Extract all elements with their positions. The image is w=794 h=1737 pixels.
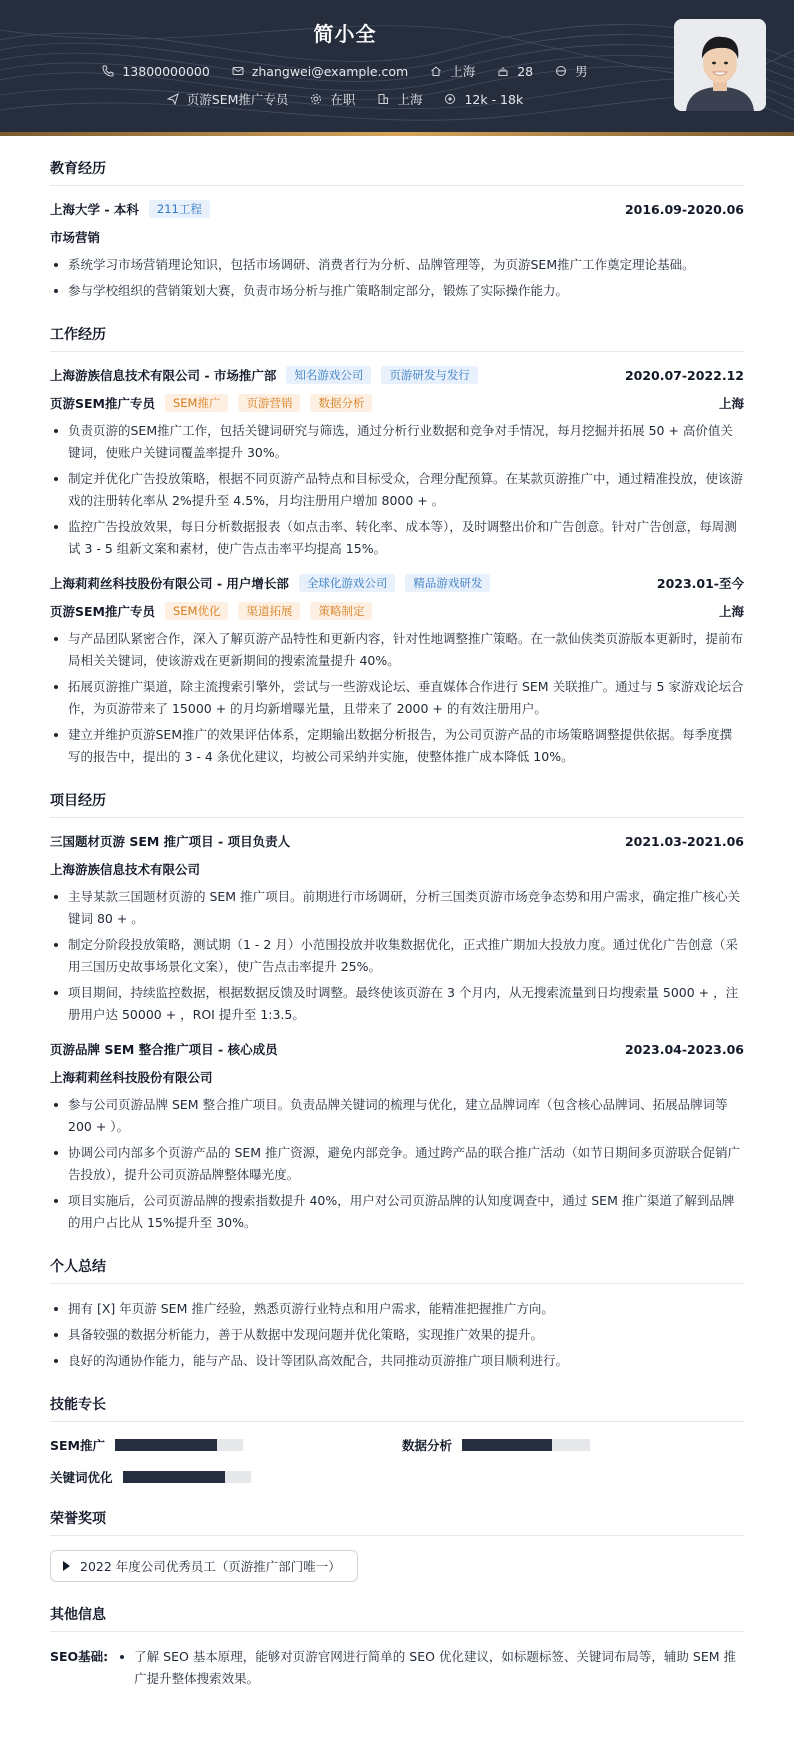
- list-item: 监控广告投放效果，每日分析数据报表（如点击率、转化率、成本等），及时调整出价和广告创意。针对广告创意，每周测试 3 - 5 组新文案和素材，使广告点击率平均提高 15%。: [50, 516, 744, 560]
- skill-tag: 页游营销: [238, 394, 300, 412]
- list-item: 建立并维护页游SEM推广的效果评估体系，定期输出数据分析报告，为公司页游产品的市场策略调整提供依据。每季度撰写的报告中，提出的 3 - 4 条优化建议，均被公司采纳并实施，使整体推广成本降低 10%。: [50, 724, 744, 768]
- list-item: 拥有 [X] 年页游 SEM 推广经验，熟悉页游行业特点和用户需求，能精准把握推广方向。: [50, 1298, 744, 1320]
- home-icon: [430, 65, 442, 77]
- skill-bar: [115, 1439, 243, 1451]
- job-entry: [50, 366, 744, 560]
- list-item: 与产品团队紧密合作，深入了解页游产品特性和更新内容，针对性地调整推广策略。在一款仙侠类页游版本更新时，提前布局相关关键词，使该游戏在更新期间的搜索流量提升 40%。: [50, 628, 744, 672]
- avatar-illustration: [674, 19, 766, 111]
- job-date: 2020.07-2022.12: [624, 367, 744, 383]
- skill-item: [50, 1468, 402, 1486]
- building-icon: [377, 93, 389, 105]
- company-name: 上海莉莉丝科技股份有限公司 - 用户增长部: [50, 576, 289, 591]
- skill-item: [50, 1436, 402, 1454]
- job-role: 页游SEM推广专员: [50, 604, 155, 619]
- school-name: 上海大学 - 本科: [50, 202, 139, 217]
- skill-tag: 数据分析: [310, 394, 372, 412]
- project-name: 页游品牌 SEM 整合推广项目 - 核心成员: [50, 1042, 278, 1057]
- list-item: 了解 SEO 基本原理，能够对页游官网进行简单的 SEO 优化建议，如标题标签、关键词布局等，辅助 SEM 推广提升整体搜索效果。: [116, 1646, 744, 1690]
- summary-bullets: [50, 1298, 744, 1372]
- skills-grid: [50, 1436, 744, 1486]
- award-item[interactable]: [50, 1550, 358, 1582]
- skill-item: [402, 1436, 754, 1454]
- project-entry: [50, 1040, 744, 1234]
- age-text: 28: [517, 63, 534, 79]
- job-entry: [50, 574, 744, 768]
- project-entry: [50, 832, 744, 1026]
- age-item: [497, 62, 533, 80]
- list-item: 具备较强的数据分析能力，善于从数据中发现问题并优化策略，实现推广效果的提升。: [50, 1324, 744, 1346]
- education-section: [50, 158, 744, 302]
- coin-icon: [444, 93, 456, 105]
- gender-item: [555, 62, 588, 80]
- job-bullets: [50, 628, 744, 768]
- section-title: 个人总结: [50, 1256, 744, 1284]
- other-info-row: [50, 1646, 744, 1694]
- project-date: 2021.03-2021.06: [624, 833, 744, 849]
- skill-name: SEM推广: [50, 1438, 105, 1453]
- gender-icon: [555, 65, 567, 77]
- skill-name: 关键词优化: [50, 1470, 113, 1485]
- disclosure-triangle-icon: [63, 1561, 70, 1571]
- contact-row: [0, 62, 690, 80]
- list-item: 良好的沟通协作能力，能与产品、设计等团队高效配合，共同推动页游推广项目顺利进行。: [50, 1350, 744, 1372]
- job-bullets: [50, 420, 744, 560]
- work-city-text: 上海: [397, 92, 423, 107]
- section-title: 教育经历: [50, 158, 744, 186]
- status-item: [310, 90, 355, 108]
- list-item: 制定分阶段投放策略，测试期（1 - 2 月）小范围投放并收集数据优化，正式推广期加大投放力度。通过优化广告创意（采用三国历史故事场景化文案），使广告点击率提升 25%。: [50, 934, 744, 978]
- list-item: 项目实施后，公司页游品牌的搜索指数提升 40%，用户对公司页游品牌的认知度调查中，通过 SEM 推广渠道了解到品牌的用户占比从 15%提升至 30%。: [50, 1190, 744, 1234]
- job-location: 上海: [718, 396, 744, 411]
- skill-tag: SEM优化: [165, 602, 229, 620]
- list-item: 参与公司页游品牌 SEM 整合推广项目。负责品牌关键词的梳理与优化，建立品牌词库（包含核心品牌词、拓展品牌词等 200 + ）。: [50, 1094, 744, 1138]
- list-item: 拓展页游推广渠道，除主流搜索引擎外，尝试与一些游戏论坛、垂直媒体合作进行 SEM 关联推广。通过与 5 家游戏论坛合作，为页游带来了 15000 + 的月均新增曝光量，且带来了 2000 + 的有效注册用户。: [50, 676, 744, 720]
- project-name: 三国题材页游 SEM 推广项目 - 项目负责人: [50, 834, 291, 849]
- job-date: 2023.01-至今: [656, 576, 744, 591]
- header-accent-line: [0, 132, 794, 136]
- section-title: 荣誉奖项: [50, 1508, 744, 1536]
- skill-bar: [462, 1439, 590, 1451]
- company-tag: 页游研发与发行: [381, 366, 478, 384]
- skill-tag: 渠道拓展: [238, 602, 300, 620]
- phone-text: 13800000000: [122, 63, 210, 79]
- skill-name: 数据分析: [402, 1438, 453, 1453]
- job-location: 上海: [718, 604, 744, 619]
- projects-section: [50, 790, 744, 1234]
- education-date: 2016.09-2020.06: [624, 201, 744, 217]
- skill-bar-fill: [115, 1439, 217, 1451]
- others-section: [50, 1604, 744, 1694]
- company-tag: 精品游戏研发: [405, 574, 490, 592]
- skill-tag: 策略制定: [310, 602, 372, 620]
- other-bullets: [116, 1646, 744, 1694]
- skill-bar-fill: [123, 1471, 225, 1483]
- resume-body: [0, 158, 794, 1694]
- work-city-item: [377, 90, 422, 108]
- skill-bar-fill: [462, 1439, 552, 1451]
- section-title: 项目经历: [50, 790, 744, 818]
- avatar-photo: [674, 19, 766, 111]
- list-item: 负责页游的SEM推广工作，包括关键词研究与筛选，通过分析行业数据和竞争对手情况，每月挖掘并拓展 50 + 高价值关键词，使账户关键词覆盖率提升 30%。: [50, 420, 744, 464]
- project-company: 上海游族信息技术有限公司: [50, 862, 201, 877]
- summary-section: [50, 1256, 744, 1372]
- email-item: [232, 62, 408, 80]
- job-intent-row: [0, 90, 690, 108]
- award-text: 2022 年度公司优秀员工（页游推广部门唯一）: [80, 1559, 341, 1574]
- skill-bar: [123, 1471, 251, 1483]
- email-text: zhangwei@example.com: [251, 63, 409, 79]
- list-item: 主导某款三国题材页游的 SEM 推广项目。前期进行市场调研，分析三国类页游市场竞争态势和用户需求，确定推广核心关键词 80 + 。: [50, 886, 744, 930]
- mail-icon: [232, 65, 244, 77]
- status-text: 在职: [330, 92, 356, 107]
- skills-section: [50, 1394, 744, 1486]
- major: 市场营销: [50, 230, 101, 245]
- send-icon: [167, 93, 179, 105]
- section-title: 其他信息: [50, 1604, 744, 1632]
- section-title: 技能专长: [50, 1394, 744, 1422]
- skill-tag: SEM推广: [165, 394, 229, 412]
- gender-text: 男: [575, 64, 588, 79]
- education-entry: [50, 200, 744, 302]
- salary-text: 12k - 18k: [464, 91, 524, 107]
- awards-section: [50, 1508, 744, 1582]
- company-tag: 全球化游戏公司: [299, 574, 396, 592]
- gear-icon: [310, 93, 322, 105]
- city-text: 上海: [450, 64, 476, 79]
- list-item: 项目期间，持续监控数据，根据数据反馈及时调整。最终使该页游在 3 个月内，从无搜索流量到日均搜索量 5000 + ，注册用户达 50000 + ，ROI 提升至 1:3.5。: [50, 982, 744, 1026]
- company-tag: 知名游戏公司: [286, 366, 371, 384]
- work-section: [50, 324, 744, 768]
- phone-item: [102, 62, 209, 80]
- education-bullets: [50, 254, 744, 302]
- candidate-name: 简小全: [313, 22, 377, 46]
- list-item: 协调公司内部多个页游产品的 SEM 推广资源，避免内部竞争。通过跨产品的联合推广活动（如节日期间多页游联合促销广告投放），提升公司页游品牌整体曝光度。: [50, 1142, 744, 1186]
- resume-header: [0, 0, 794, 136]
- project-company: 上海莉莉丝科技股份有限公司: [50, 1070, 213, 1085]
- project-bullets: [50, 1094, 744, 1234]
- section-title: 工作经历: [50, 324, 744, 352]
- other-label: SEO基础:: [50, 1649, 109, 1664]
- list-item: 参与学校组织的营销策划大赛，负责市场分析与推广策略制定部分，锻炼了实际操作能力。: [50, 280, 744, 302]
- city-item: [430, 62, 475, 80]
- cake-icon: [497, 65, 509, 77]
- phone-icon: [102, 65, 114, 77]
- position-item: [167, 90, 289, 108]
- company-name: 上海游族信息技术有限公司 - 市场推广部: [50, 368, 277, 383]
- list-item: 制定并优化广告投放策略，根据不同页游产品特点和目标受众，合理分配预算。在某款页游推广中，通过精准投放，使该游戏的注册转化率从 2%提升至 4.5%，月均注册用户增加 8000 + 。: [50, 468, 744, 512]
- project-bullets: [50, 886, 744, 1026]
- project-date: 2023.04-2023.06: [624, 1041, 744, 1057]
- job-role: 页游SEM推广专员: [50, 396, 155, 411]
- list-item: 系统学习市场营销理论知识，包括市场调研、消费者行为分析、品牌管理等，为页游SEM推广工作奠定理论基础。: [50, 254, 744, 276]
- salary-item: [444, 90, 523, 108]
- school-tag: 211工程: [149, 200, 210, 218]
- position-text: 页游SEM推广专员: [186, 92, 289, 107]
